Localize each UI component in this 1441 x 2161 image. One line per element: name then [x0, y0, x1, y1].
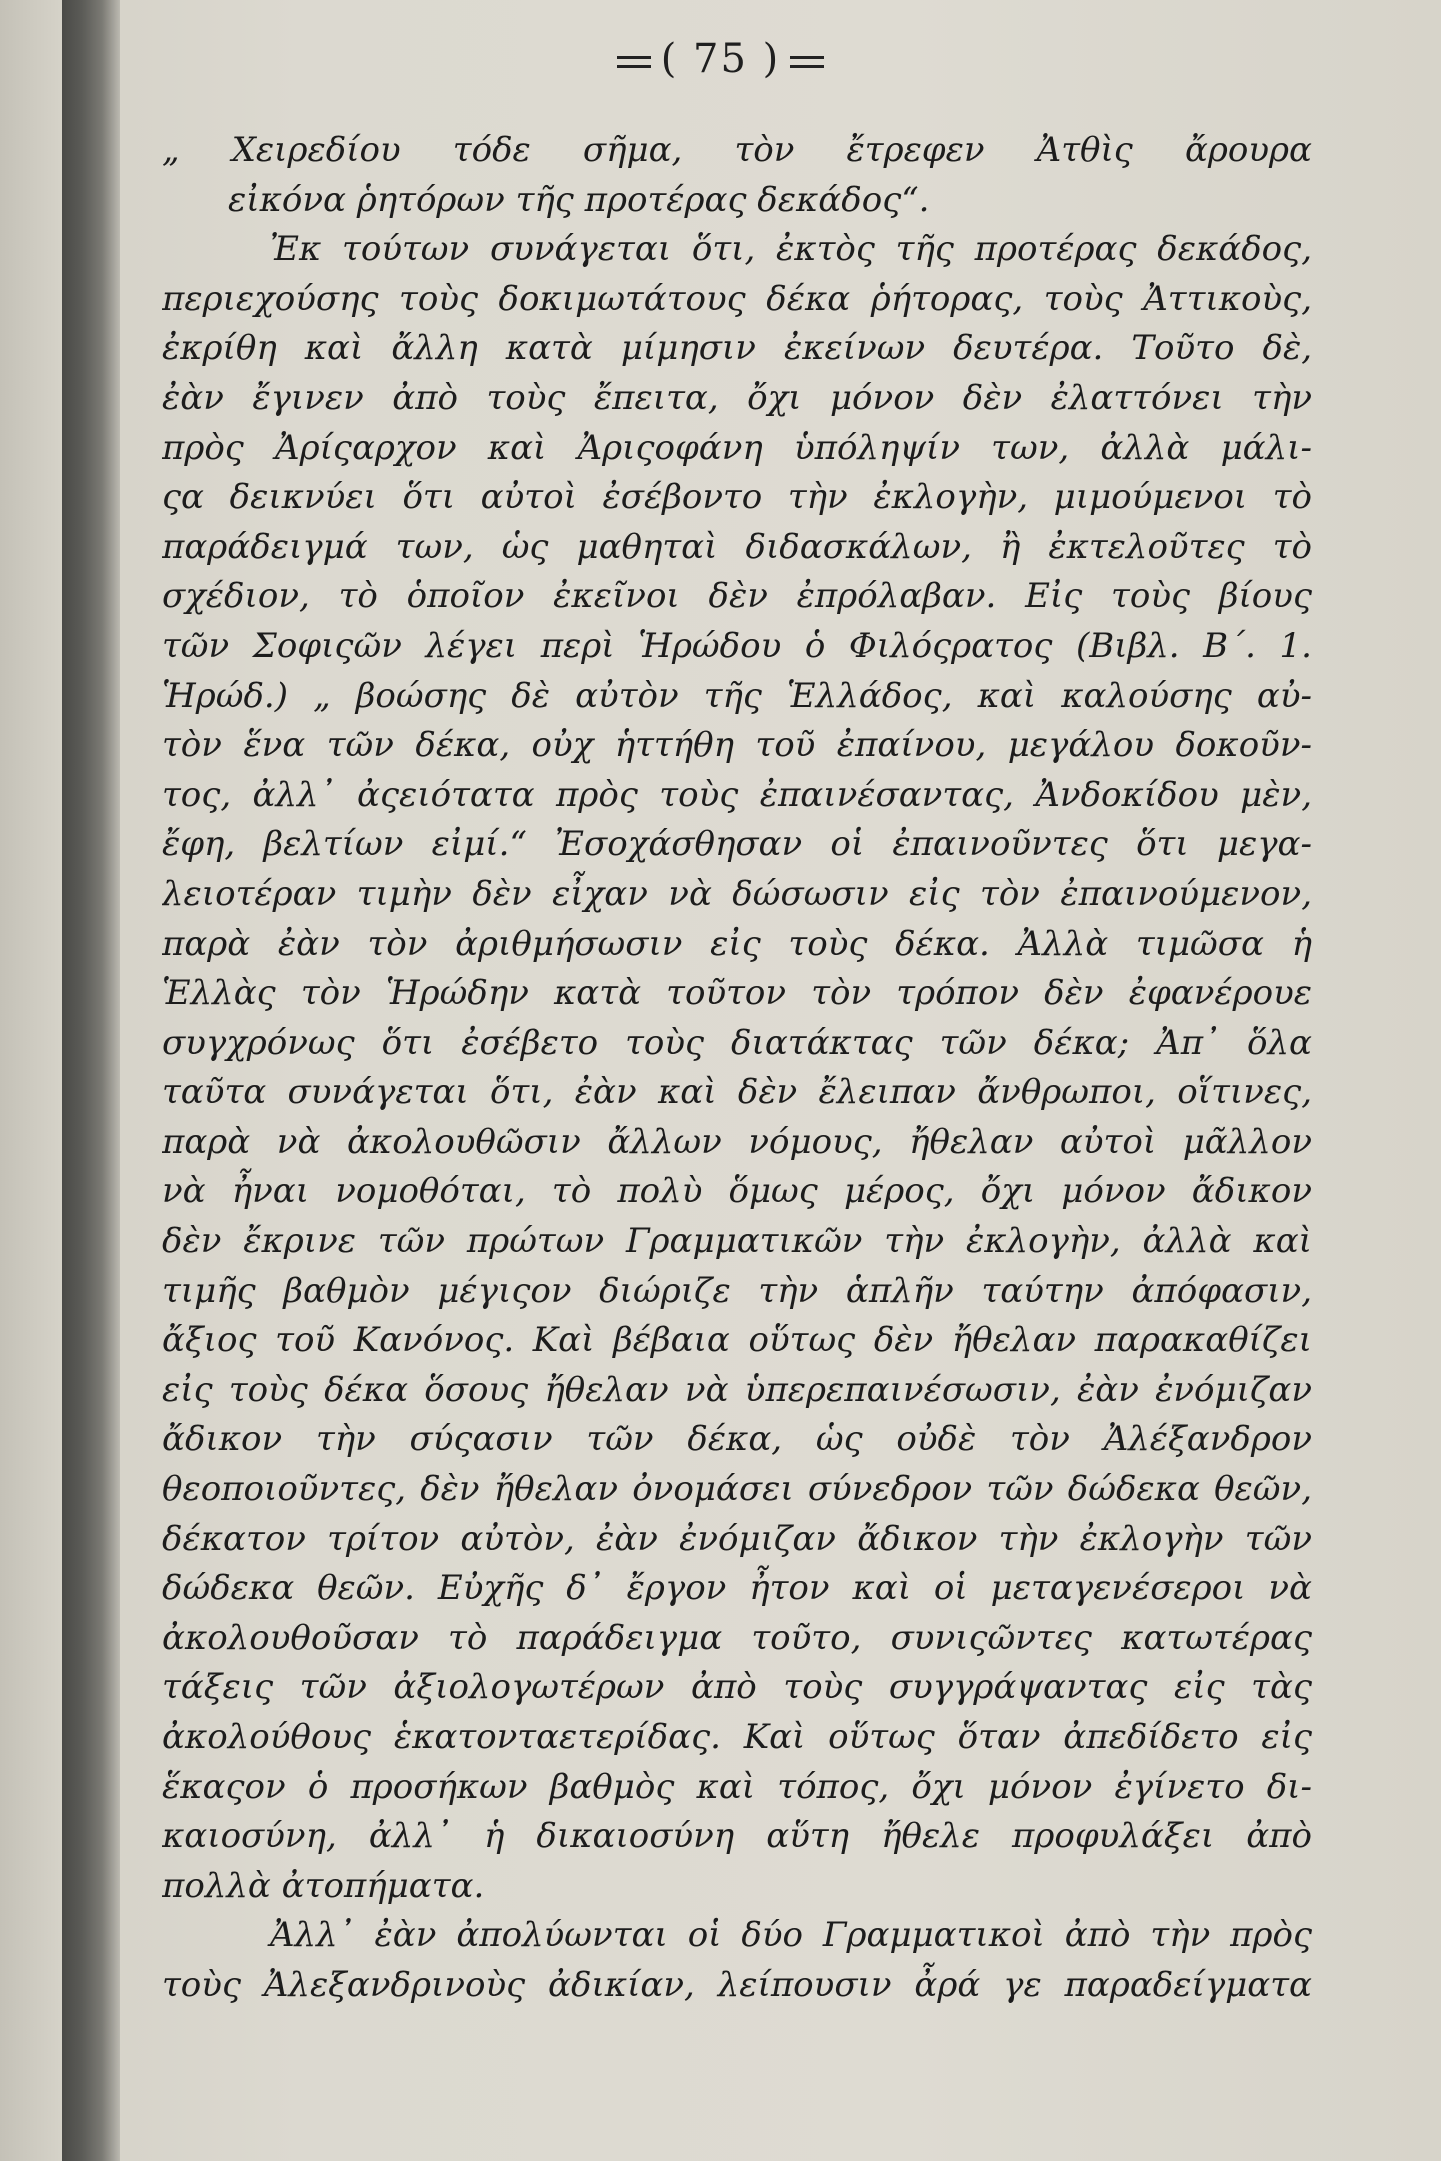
- text-line: ἐὰν ἔγινεν ἀπὸ τοὺς ἔπειτα, ὄχι μόνον δὲν ἐλαττόνει τὴν: [162, 377, 1312, 418]
- page-header: [0, 36, 1441, 82]
- text-line: Ἀλλ᾽ ἐὰν ἀπολύωνται οἱ δύο Γραμματικοὶ ἀπὸ τὴν πρὸς: [270, 1915, 1312, 1956]
- text-line: ἕκαςον ὁ προσήκων βαθμὸς καὶ τόπος, ὄχι μόνον ἐγίνετο δι-: [162, 1766, 1312, 1807]
- header-right-ornament: [790, 56, 824, 68]
- text-line: ἔφη, βελτίων εἰμί.“ Ἐσοχάσθησαν οἱ ἐπαινοῦντες ὅτι μεγα-: [162, 824, 1312, 865]
- text-line: ἐκρίθη καὶ ἄλλη κατὰ μίμησιν ἐκείνων δευτέρα. Τοῦτο δὲ,: [162, 328, 1312, 369]
- text-line: θεοποιοῦντες, δὲν ἤθελαν ὀνομάσει σύνεδρον τῶν δώδεκα θεῶν,: [162, 1469, 1312, 1510]
- text-line: Ἡρώδ.) „ βοώσης δὲ αὐτὸν τῆς Ἑλλάδος, καὶ καλούσης αὐ-: [162, 675, 1312, 716]
- text-line: εἰς τοὺς δέκα ὅσους ἤθελαν νὰ ὑπερεπαινέσωσιν, ἐὰν ἐνόμιζαν: [162, 1369, 1312, 1410]
- text-line: πολλὰ ἀτοπήματα.: [162, 1865, 485, 1906]
- header-left-ornament: [617, 56, 651, 68]
- text-line: τοὺς Ἀλεξανδρινοὺς ἀδικίαν, λείπουσιν ἆρά γε παραδείγματα: [162, 1964, 1312, 2005]
- text-line: ἄδικον τὴν σύςασιν τῶν δέκα, ὡς οὐδὲ τὸν Ἀλέξανδρον: [162, 1419, 1312, 1460]
- text-line: „ Χειρεδίου τόδε σῆμα, τὸν ἔτρεφεν Ἀτθὶς ἄρουρα: [162, 130, 1312, 170]
- text-line: εἰκόνα ῥητόρων τῆς προτέρας δεκάδος“.: [228, 179, 930, 220]
- text-line: νὰ ἦναι νομοθόται, τὸ πολὺ ὅμως μέρος, ὄχι μόνον ἄδικον: [162, 1171, 1312, 1212]
- text-line: τιμῆς βαθμὸν μέγιςον διώριζε τὴν ἁπλῆν ταύτην ἀπόφασιν,: [162, 1270, 1312, 1311]
- text-line: δώδεκα θεῶν. Εὐχῆς δ᾽ ἔργον ἦτον καὶ οἱ μεταγενέσεροι νὰ: [162, 1568, 1312, 1609]
- text-line: δὲν ἔκρινε τῶν πρώτων Γραμματικῶν τὴν ἐκλογὴν, ἀλλὰ καὶ: [162, 1221, 1312, 1262]
- text-line: ἀκολούθους ἑκατονταετερίδας. Καὶ οὕτως ὅταν ἀπεδίδετο εἰς: [162, 1717, 1312, 1757]
- text-line: τὸν ἕνα τῶν δέκα, οὐχ ἡττήθη τοῦ ἐπαίνου, μεγάλου δοκοῦν-: [162, 725, 1312, 766]
- text-line: παράδειγμά των, ὡς μαθηταὶ διδασκάλων, ἢ ἐκτελοῦτες τὸ: [162, 526, 1312, 567]
- text-line: ἀκολουθοῦσαν τὸ παράδειγμα τοῦτο, συνιςῶντες κατωτέρας: [162, 1617, 1312, 1658]
- text-line: τος, ἀλλ᾽ ἀςειότατα πρὸς τοὺς ἐπαινέσαντας, Ἀνδοκίδου μὲν,: [162, 774, 1312, 815]
- text-line: περιεχούσης τοὺς δοκιμωτάτους δέκα ῥήτορας, τοὺς Ἀττικοὺς,: [162, 278, 1312, 319]
- text-line: δέκατον τρίτον αὐτὸν, ἐὰν ἐνόμιζαν ἄδικον τὴν ἐκλογὴν τῶν: [162, 1518, 1312, 1559]
- text-line: παρὰ ἐὰν τὸν ἀριθμήσωσιν εἰς τοὺς δέκα. Ἀλλὰ τιμῶσα ἡ: [162, 923, 1312, 964]
- text-line: πρὸς Ἀρίςαρχον καὶ Ἀριςοφάνη ὑπόληψίν των, ἀλλὰ μάλι-: [162, 427, 1312, 468]
- text-line: τάξεις τῶν ἀξιολογωτέρων ἀπὸ τοὺς συγγράψαντας εἰς τὰς: [162, 1667, 1312, 1708]
- book-binding-shadow: [62, 0, 120, 2161]
- page-number: ( 75 ): [660, 36, 781, 82]
- text-line: ἄξιος τοῦ Κανόνος. Καὶ βέβαια οὕτως δὲν ἤθελαν παρακαθίζει: [162, 1320, 1312, 1361]
- text-line: σχέδιον, τὸ ὁποῖον ἐκεῖνοι δὲν ἐπρόλαβαν. Εἰς τοὺς βίους: [162, 576, 1312, 617]
- text-line: τῶν Σοφιςῶν λέγει περὶ Ἡρώδου ὁ Φιλόςρατος (Βιβλ. Β΄. 1.: [162, 625, 1312, 666]
- text-line: ςα δεικνύει ὅτι αὐτοὶ ἐσέβοντο τὴν ἐκλογὴν, μιμούμενοι τὸ: [162, 477, 1312, 518]
- text-line: Ἑλλὰς τὸν Ἡρώδην κατὰ τοῦτον τὸν τρόπον δὲν ἐφανέρουε: [162, 973, 1312, 1014]
- text-line: παρὰ νὰ ἀκολουθῶσιν ἄλλων νόμους, ἤθελαν αὐτοὶ μᾶλλον: [162, 1121, 1312, 1162]
- text-line: συγχρόνως ὅτι ἐσέβετο τοὺς διατάκτας τῶν δέκα; Ἀπ᾽ ὅλα: [162, 1022, 1312, 1063]
- body-text: [162, 126, 1312, 2011]
- text-line: λειοτέραν τιμὴν δὲν εἶχαν νὰ δώσωσιν εἰς τὸν ἐπαινούμενον,: [162, 873, 1312, 914]
- text-line: Ἐκ τούτων συνάγεται ὅτι, ἐκτὸς τῆς προτέρας δεκάδος,: [270, 229, 1312, 270]
- text-line: ταῦτα συνάγεται ὅτι, ἐὰν καὶ δὲν ἔλειπαν ἄνθρωποι, οἵτινες,: [162, 1072, 1312, 1113]
- text-line: καιοσύνη, ἀλλ᾽ ἡ δικαιοσύνη αὕτη ἤθελε προφυλάξει ἀπὸ: [162, 1816, 1312, 1857]
